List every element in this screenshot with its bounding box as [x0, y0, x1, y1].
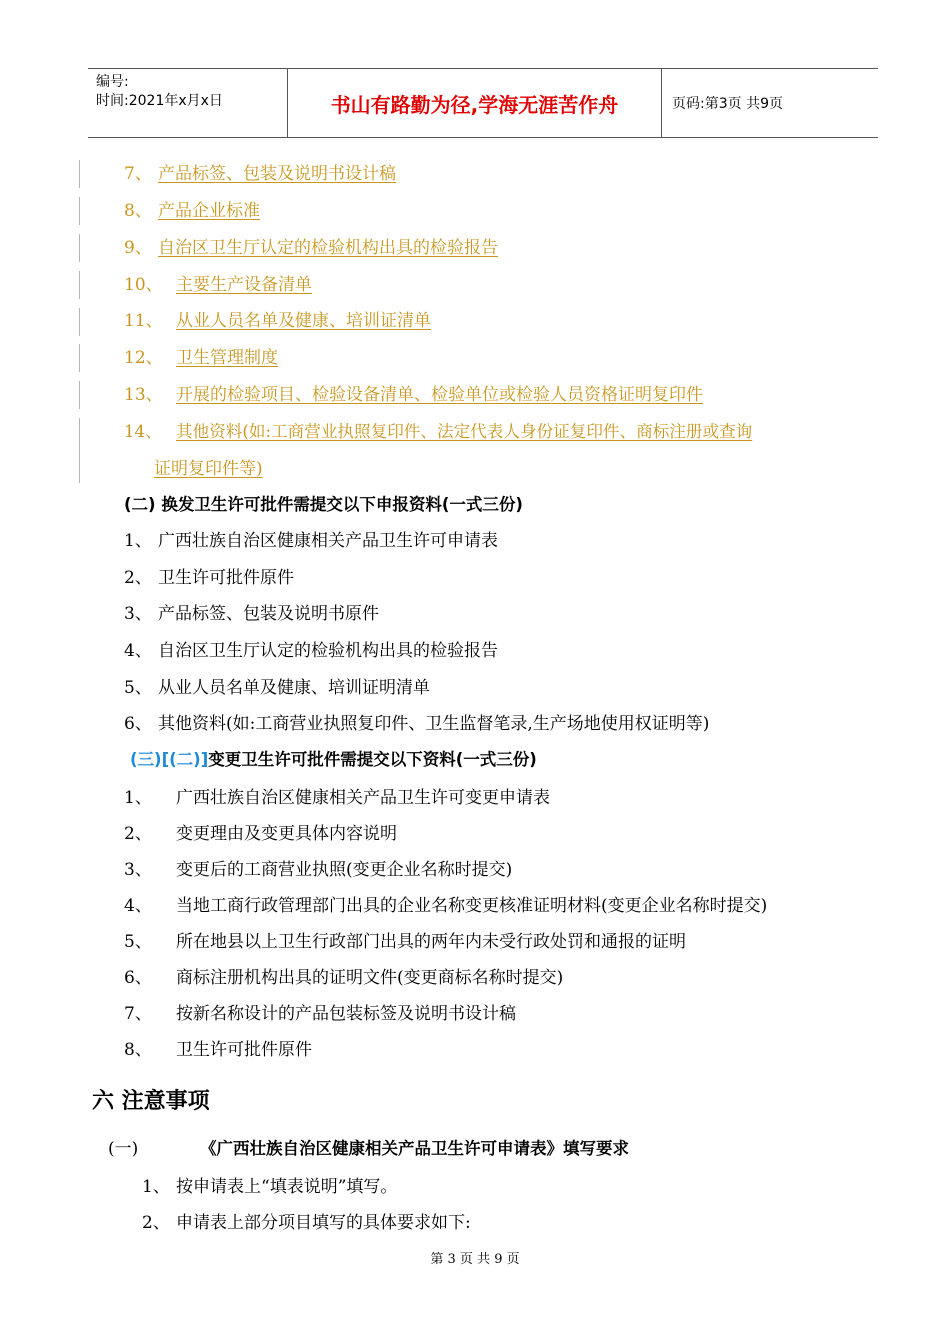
list-item: 7、 按新名称设计的产品包装标签及说明书设计稿: [124, 1004, 516, 1024]
section-title: 六 注意事项: [92, 1089, 210, 1114]
list-item: 6、 商标注册机构出具的证明文件(变更商标名称时提交): [124, 968, 564, 988]
revision-bar: [79, 271, 80, 299]
list-item: 5、 所在地县以上卫生行政部门出具的两年内未受行政处罚和通报的证明: [124, 932, 686, 952]
list-item: 2、 变更理由及变更具体内容说明: [124, 824, 397, 844]
list-item: 4、 自治区卫生厅认定的检验机构出具的检验报告: [124, 641, 498, 661]
revision-bar: [79, 308, 80, 336]
revision-bar: [79, 344, 80, 372]
list-item: 3、 变更后的工商营业执照(变更企业名称时提交): [124, 860, 513, 880]
revision-mark: (三)[(二)]: [130, 750, 209, 769]
list-item-continuation: 证明复印件等): [154, 459, 263, 479]
time-label: 时间:2021年x月x日: [96, 93, 223, 109]
subsection-number: (一): [108, 1139, 139, 1159]
revision-bar: [79, 160, 80, 188]
page-footer: 第 3 页 共 9 页: [430, 1252, 520, 1267]
list-item: 1、 广西壮族自治区健康相关产品卫生许可变更申请表: [124, 788, 550, 808]
section-heading: (二) 换发卫生许可批件需提交以下申报资料(一式三份): [124, 495, 523, 514]
list-item: 7、 产品标签、包装及说明书设计稿: [124, 164, 396, 184]
header-meta: [88, 69, 288, 137]
list-item: 3、 产品标签、包装及说明书原件: [124, 604, 379, 624]
page-header: [88, 68, 878, 138]
list-item: 8、 产品企业标准: [124, 201, 260, 221]
list-item: 1、 广西壮族自治区健康相关产品卫生许可申请表: [124, 531, 498, 551]
list-item: 4、 当地工商行政管理部门出具的企业名称变更核准证明材料(变更企业名称时提交): [124, 896, 768, 916]
list-item: 8、 卫生许可批件原件: [124, 1040, 312, 1060]
list-item: 11、 从业人员名单及健康、培训证清单: [124, 311, 431, 331]
revision-bar: [79, 197, 80, 225]
list-item: 2、 申请表上部分项目填写的具体要求如下:: [142, 1213, 471, 1233]
list-item: 1、 按申请表上“填表说明”填写。: [142, 1177, 398, 1197]
subsection-heading: 《广西壮族自治区健康相关产品卫生许可申请表》填写要求: [200, 1139, 629, 1158]
list-item: 9、 自治区卫生厅认定的检验机构出具的检验报告: [124, 238, 498, 258]
serial-label: 编号:: [96, 74, 129, 90]
list-item: 12、 卫生管理制度: [124, 348, 278, 368]
list-item: 14、 其他资料(如:工商营业执照复印件、法定代表人身份证复印件、商标注册或查询: [124, 422, 753, 441]
list-item: 13、 开展的检验项目、检验设备清单、检验单位或检验人员资格证明复印件: [124, 385, 703, 405]
revision-bar: [79, 381, 80, 409]
list-item: 6、 其他资料(如:工商营业执照复印件、卫生监督笔录,生产场地使用权证明等): [124, 714, 710, 734]
list-item: 10、 主要生产设备清单: [124, 275, 312, 295]
revision-bar: [79, 234, 80, 262]
header-motto: 书山有路勤为径,学海无涯苦作舟: [288, 69, 662, 137]
list-item: 5、 从业人员名单及健康、培训证明清单: [124, 678, 430, 698]
revision-bar: [79, 418, 80, 483]
list-item: 2、 卫生许可批件原件: [124, 568, 294, 588]
header-page-info: 页码:第3页 共9页: [672, 96, 783, 112]
section-heading: (三)[(二)]变更卫生许可批件需提交以下资料(一式三份): [130, 750, 537, 769]
